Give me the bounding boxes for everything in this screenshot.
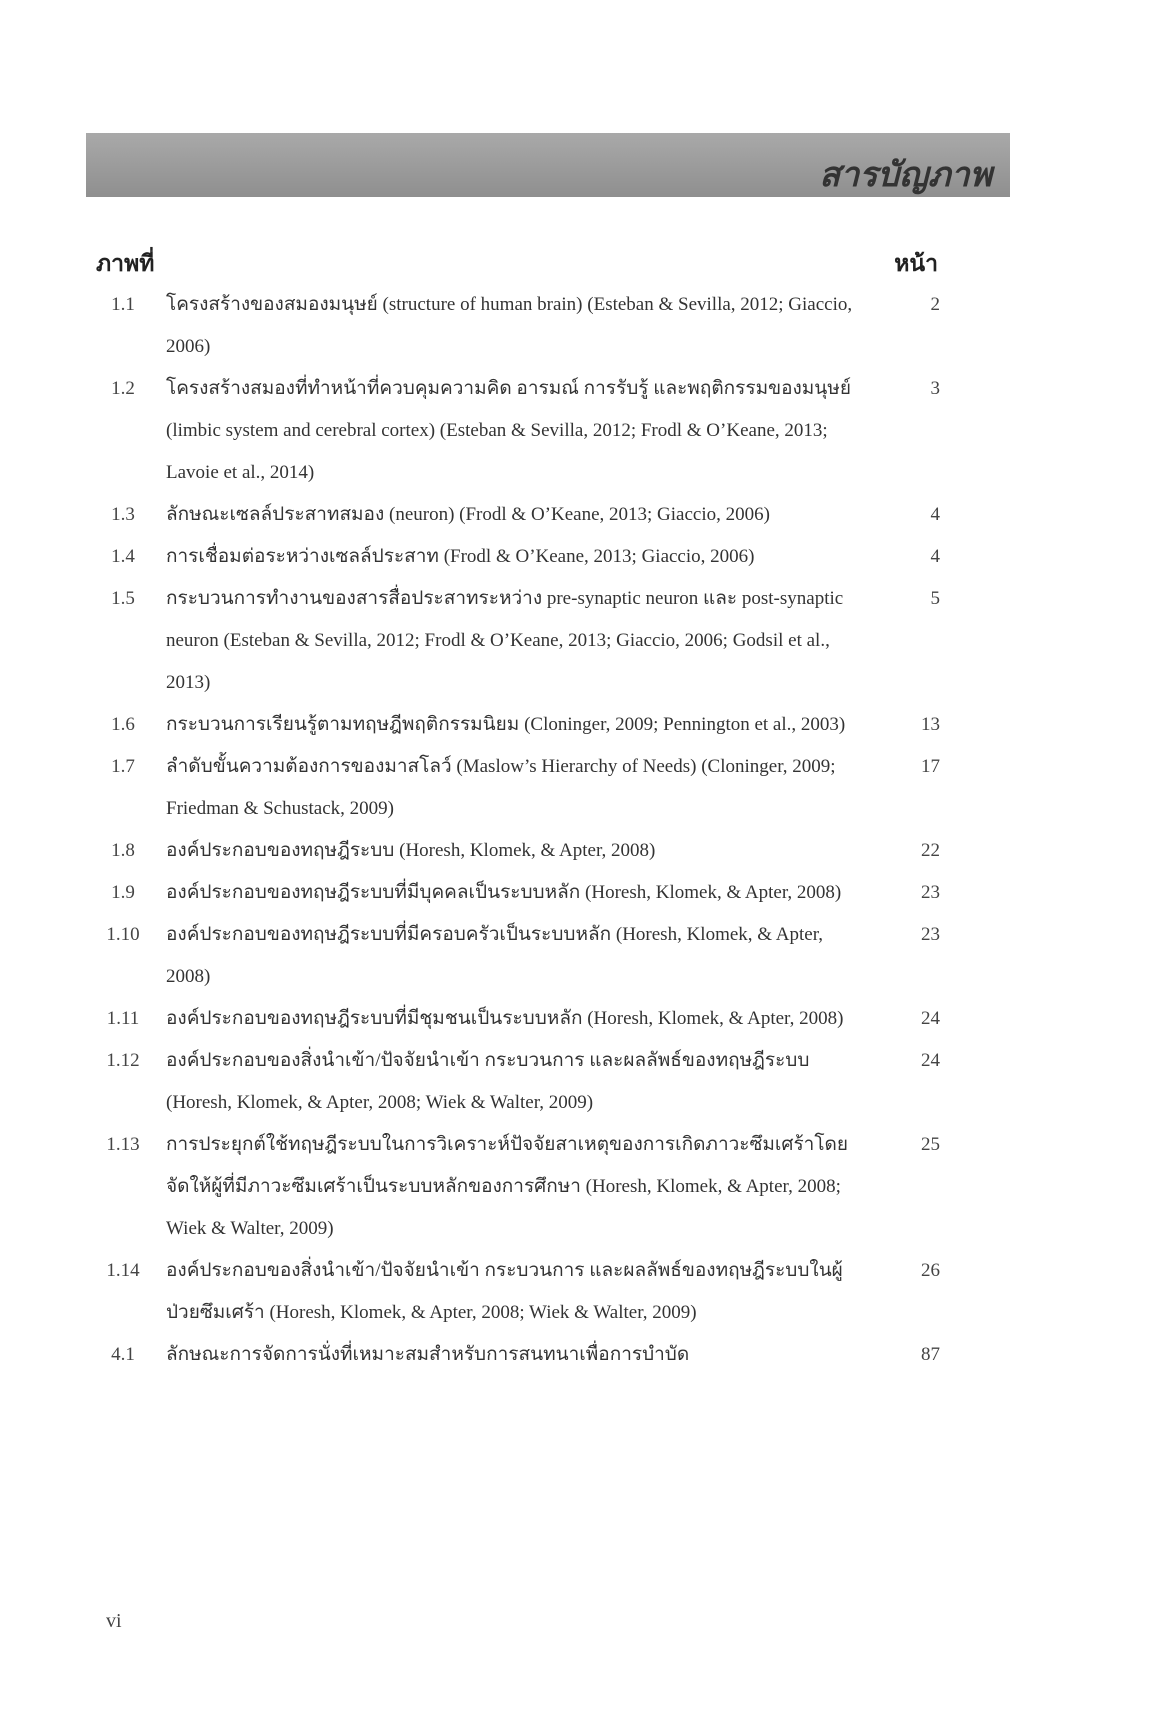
list-item [0,704,1166,746]
page-number-footer: vi [106,1610,122,1632]
list-item [0,1334,1166,1376]
figure-caption: องค์ประกอบของสิ่งนำเข้า/ปัจจัยนำเข้า กระบวนการ และผลลัพธ์ของทฤษฎีระบบ (Horesh, Klomek, & Apter, 2008; Wiek & Walter, 2009) [166,1050,810,1113]
figure-caption: โครงสร้างของสมองมนุษย์ (structure of human brain) (Esteban & Sevilla, 2012; Giaccio, 2006) [166,294,853,357]
page-reference: 13 [921,714,940,735]
list-item [0,872,1166,914]
figure-caption: องค์ประกอบของทฤษฎีระบบที่มีบุคคลเป็นระบบหลัก (Horesh, Klomek, & Apter, 2008) [166,882,842,903]
figure-list [0,284,1166,1376]
figure-caption: กระบวนการทำงานของสารสื่อประสาทระหว่าง pre-synaptic neuron และ post-synaptic neuron (Esteban & Sevilla, 2012; Frodl & O’Keane, 2013; Giaccio, 2006; Godsil et al., 2013) [166,588,844,693]
figure-number: 1.12 [106,1050,140,1071]
figure-number: 1.14 [106,1260,140,1281]
figure-number: 1.3 [111,504,135,525]
page-reference: 24 [921,1008,940,1029]
page-reference: 87 [921,1344,940,1365]
figure-caption: ลำดับขั้นความต้องการของมาสโลว์ (Maslow’s Hierarchy of Needs) (Cloninger, 2009; Friedman & Schustack, 2009) [166,756,836,819]
figure-number: 1.9 [111,882,135,903]
figure-number: 1.4 [111,546,135,567]
page-reference: 24 [921,1050,940,1071]
figure-number: 1.13 [106,1134,140,1155]
page-reference: 4 [930,504,940,525]
figure-number: 4.1 [111,1344,135,1365]
page-reference: 22 [921,840,940,861]
list-item [0,746,1166,830]
list-item [0,1250,1166,1334]
page-reference: 3 [930,378,940,399]
list-item [0,1124,1166,1250]
figure-caption: องค์ประกอบของสิ่งนำเข้า/ปัจจัยนำเข้า กระบวนการ และผลลัพธ์ของทฤษฎีระบบในผู้ป่วยซึมเศร้า (Horesh, Klomek, & Apter, 2008; Wiek & Walter, 2009) [166,1260,843,1323]
list-item [0,998,1166,1040]
title-banner [86,133,1010,197]
page-reference: 17 [921,756,940,777]
page-title: สารบัญภาพ [819,155,992,195]
page-reference: 2 [930,294,940,315]
figure-caption: การประยุกต์ใช้ทฤษฎีระบบในการวิเคราะห์ปัจจัยสาเหตุของการเกิดภาวะซึมเศร้าโดยจัดให้ผู้ที่มีภาวะซึมเศร้าเป็นระบบหลักของการศึกษา (Horesh, Klomek, & Apter, 2008; Wiek & Walter, 2009) [166,1134,849,1239]
figure-caption: การเชื่อมต่อระหว่างเซลล์ประสาท (Frodl & O’Keane, 2013; Giaccio, 2006) [166,546,755,567]
figure-number: 1.11 [106,1008,140,1029]
list-item [0,914,1166,998]
page-reference: 26 [921,1260,940,1281]
figure-caption: กระบวนการเรียนรู้ตามทฤษฎีพฤติกรรมนิยม (Cloninger, 2009; Pennington et al., 2003) [166,714,846,735]
list-item [0,536,1166,578]
page-reference: 4 [930,546,940,567]
figure-number: 1.2 [111,378,135,399]
figure-number: 1.10 [106,924,140,945]
page-reference: 25 [921,1134,940,1155]
page-reference: 23 [921,882,940,903]
figure-number: 1.6 [111,714,135,735]
figure-number: 1.1 [111,294,135,315]
figure-number: 1.7 [111,756,135,777]
figure-caption: ลักษณะเซลล์ประสาทสมอง (neuron) (Frodl & O’Keane, 2013; Giaccio, 2006) [166,504,770,525]
figure-caption: องค์ประกอบของทฤษฎีระบบที่มีชุมชนเป็นระบบหลัก (Horesh, Klomek, & Apter, 2008) [166,1008,844,1029]
figure-caption: ลักษณะการจัดการนั่งที่เหมาะสมสำหรับการสนทนาเพื่อการบำบัด [166,1344,690,1365]
figure-caption: โครงสร้างสมองที่ทำหน้าที่ควบคุมความคิด อารมณ์ การรับรู้ และพฤติกรรมของมนุษย์ (limbic system and cerebral cortex) (Esteban & Sevilla, 2012; Frodl & O’Keane, 2013; Lavoie et al., 2014) [166,378,851,483]
list-item [0,578,1166,704]
list-item [0,1040,1166,1124]
figure-number: 1.5 [111,588,135,609]
figure-caption: องค์ประกอบของทฤษฎีระบบที่มีครอบครัวเป็นระบบหลัก (Horesh, Klomek, & Apter, 2008) [166,924,824,987]
list-item [0,368,1166,494]
page-column-header: หน้า [894,250,938,277]
list-item [0,830,1166,872]
figure-column-header: ภาพที่ [96,250,155,277]
list-item [0,494,1166,536]
page-reference: 5 [930,588,940,609]
figure-caption: องค์ประกอบของทฤษฎีระบบ (Horesh, Klomek, & Apter, 2008) [166,840,656,861]
figure-number: 1.8 [111,840,135,861]
page-reference: 23 [921,924,940,945]
list-item [0,284,1166,368]
